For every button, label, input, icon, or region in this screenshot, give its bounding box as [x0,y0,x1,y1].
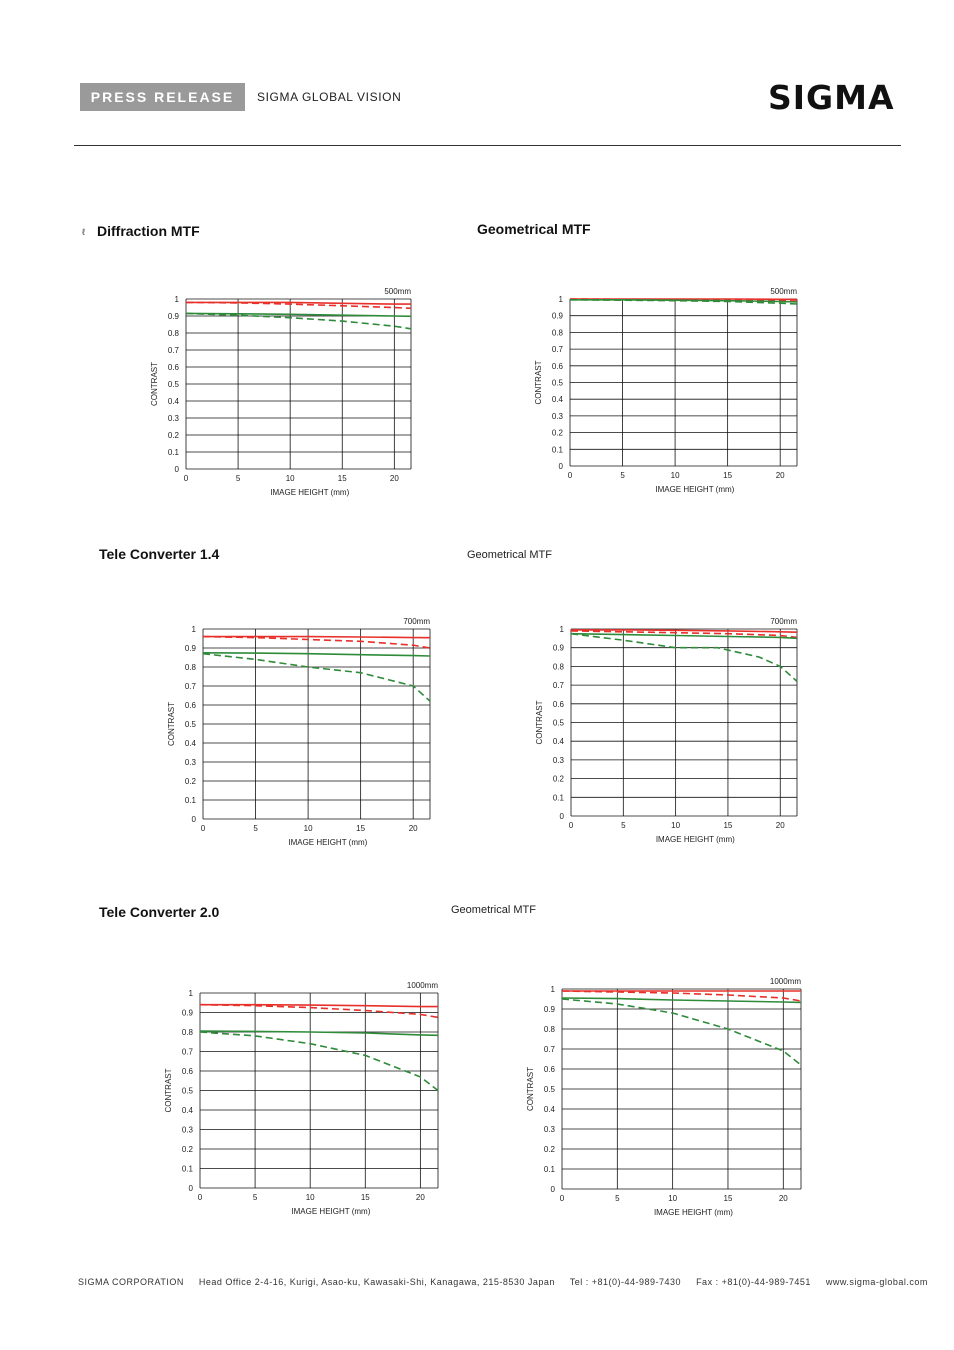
y-tick-label: 0.5 [181,1086,193,1096]
x-tick-label: 20 [389,474,399,483]
x-tick-label: 0 [567,471,573,480]
y-tick-label: 0.4 [543,1105,555,1114]
x-tick-label: 0 [568,821,574,830]
y-tick-label: 0.2 [181,1145,193,1154]
x-tick-label: 10 [305,1193,315,1202]
y-tick-label: 0.6 [184,701,196,710]
heading-geometrical-mtf: Geometrical MTF [477,221,591,237]
y-axis-label: CONTRAST [150,362,159,406]
press-release-badge: PRESS RELEASE [80,83,245,111]
x-tick-label: 0 [200,824,206,833]
y-tick-label: 0.7 [543,1045,555,1054]
subheading-geometrical-mtf-tc20: Geometrical MTF [451,904,536,916]
y-axis-label: CONTRAST [534,360,543,405]
y-tick-label: 0 [558,462,563,471]
y-tick-label: 0.2 [543,1145,555,1154]
focal-length-label: 700mm [770,617,797,626]
sigma-logo: SIGMA [768,78,895,117]
x-axis-label: IMAGE HEIGHT (mm) [270,488,350,497]
footer-fax: Fax : +81(0)-44-989-7451 [696,1277,811,1287]
x-tick-label: 5 [235,474,241,483]
y-tick-label: 0.5 [551,378,563,388]
y-tick-label: 0.3 [551,411,563,421]
x-tick-label: 5 [615,1194,620,1203]
x-tick-label: 20 [775,471,785,480]
x-tick-label: 0 [183,474,189,483]
y-tick-label: 0.8 [543,1025,555,1034]
y-tick-label: 0 [559,812,564,821]
focal-length-label: 700mm [403,617,430,626]
y-tick-label: 0.3 [184,758,196,767]
x-tick-label: 10 [303,824,313,833]
y-tick-label: 0.2 [552,774,564,784]
x-axis-label: IMAGE HEIGHT (mm) [655,485,735,494]
heading-tele-converter-2-0: Tele Converter 2.0 [99,904,220,920]
focal-length-label: 1000mm [769,977,801,986]
mtf-series-green-dashed [200,1032,438,1091]
x-tick-label: 5 [620,471,625,480]
y-tick-label: 0.3 [552,755,564,765]
y-tick-label: 0.7 [551,345,563,355]
subheading-geometrical-mtf-tc14: Geometrical MTF [467,549,552,561]
y-tick-label: 0.9 [543,1005,555,1014]
y-tick-label: 0.7 [181,1047,193,1057]
mtf-series-green-solid [203,653,430,656]
mtf-chart-svg [525,282,805,500]
y-tick-label: 0.9 [184,644,196,653]
focal-length-label: 500mm [770,287,797,296]
mtf-chart-geometrical-700mm [527,610,807,850]
x-axis-label: IMAGE HEIGHT (mm) [655,835,735,844]
y-tick-label: 0.3 [167,414,179,423]
y-tick-label: 1 [191,625,196,634]
y-tick-label: 0.6 [181,1067,193,1076]
y-tick-label: 0.7 [184,682,196,691]
mtf-chart-diffraction-500mm [140,280,420,505]
x-axis-label: IMAGE HEIGHT (mm) [291,1207,371,1216]
y-axis-label: CONTRAST [167,702,176,746]
x-tick-label: 5 [253,824,258,833]
x-tick-label: 5 [252,1193,258,1202]
y-tick-label: 1 [188,989,193,998]
y-axis-label: CONTRAST [535,700,544,745]
mtf-chart-diffraction-700mm [157,610,437,855]
y-tick-label: 0.5 [552,718,564,728]
x-tick-label: 15 [360,1193,370,1202]
y-tick-label: 0 [174,465,179,474]
y-axis-label: CONTRAST [526,1067,535,1111]
y-tick-label: 0.8 [167,329,179,338]
y-tick-label: 0.2 [167,431,179,440]
y-tick-label: 0.7 [552,681,564,691]
y-tick-label: 1 [550,985,555,994]
mtf-chart-geometrical-500mm [525,282,805,500]
y-tick-label: 0.9 [181,1008,193,1018]
x-tick-label: 10 [668,1194,678,1203]
footer-company: SIGMA CORPORATION [78,1277,184,1287]
y-tick-label: 1 [558,295,563,304]
y-tick-label: 0.9 [552,643,564,653]
y-tick-label: 0.4 [552,737,564,747]
mtf-chart-diffraction-1000mm [152,973,444,1228]
y-tick-label: 1 [174,295,179,304]
y-tick-label: 0.6 [551,361,563,371]
y-tick-label: 0.6 [543,1065,555,1074]
focal-length-label: 500mm [384,287,411,296]
x-tick-label: 20 [415,1193,425,1202]
y-tick-label: 0.4 [551,395,563,405]
y-tick-label: 0.3 [181,1125,193,1135]
footer-tel: Tel : +81(0)-44-989-7430 [569,1277,682,1287]
x-tick-label: 20 [775,821,785,830]
x-tick-label: 0 [559,1194,565,1203]
mtf-series-green-dashed [571,634,797,682]
x-tick-label: 15 [337,474,347,483]
y-tick-label: 0 [188,1184,193,1193]
y-tick-label: 0 [550,1185,555,1194]
x-tick-label: 10 [670,471,680,480]
y-tick-label: 0.9 [551,311,563,321]
y-axis-label: CONTRAST [164,1068,173,1113]
y-tick-label: 0.4 [181,1106,193,1115]
y-tick-label: 0.8 [184,663,196,672]
x-axis-label: IMAGE HEIGHT (mm) [288,838,368,847]
y-tick-label: 0.4 [184,739,196,748]
x-tick-label: 15 [723,1194,733,1203]
y-tick-label: 1 [559,625,564,634]
header-divider [74,145,901,146]
y-tick-label: 0.3 [543,1125,555,1134]
y-tick-label: 0.8 [552,662,564,672]
mtf-chart-svg [527,610,807,850]
mtf-chart-geometrical-1000mm [514,970,806,1230]
x-axis-label: IMAGE HEIGHT (mm) [653,1208,733,1217]
x-tick-label: 20 [408,824,418,833]
x-tick-label: 10 [285,474,295,483]
y-tick-label: 0.7 [167,346,179,355]
mtf-chart-svg [152,973,444,1228]
y-tick-label: 0.4 [167,397,179,406]
x-tick-label: 0 [197,1193,203,1202]
y-tick-label: 0.5 [543,1085,555,1094]
y-tick-label: 0.1 [167,448,179,457]
mtf-chart-svg [157,610,437,855]
y-tick-label: 0.2 [184,777,196,786]
x-tick-label: 10 [671,821,681,830]
footer [78,1277,928,1287]
y-tick-label: 0.1 [552,793,564,803]
mtf-series-green-dashed [203,654,430,702]
mtf-chart-svg [514,970,806,1230]
x-tick-label: 15 [723,821,733,830]
mtf-chart-svg [140,280,420,505]
y-tick-label: 0.8 [181,1028,193,1037]
heading-diffraction-mtf: Diffraction MTF [97,223,200,239]
y-tick-label: 0.1 [184,796,196,805]
x-tick-label: 15 [723,471,733,480]
y-tick-label: 0.9 [167,312,179,321]
y-tick-label: 0.6 [552,699,564,709]
x-tick-label: 5 [621,821,626,830]
y-tick-label: 0.1 [543,1165,555,1174]
focal-length-label: 1000mm [406,981,438,990]
y-tick-label: 0.6 [167,363,179,372]
x-tick-label: 15 [356,824,366,833]
y-tick-label: 0.2 [551,428,563,438]
footer-address: Head Office 2-4-16, Kurigi, Asao-ku, Kawasaki-Shi, Kanagawa, 215-8530 Japan [198,1277,555,1287]
heading-tele-converter-1-4: Tele Converter 1.4 [99,546,220,562]
x-tick-label: 20 [778,1194,788,1203]
y-tick-label: 0.1 [551,445,563,455]
y-tick-label: 0.5 [184,720,196,729]
y-tick-label: 0 [191,815,196,824]
mtf-series-red-dashed [203,637,430,648]
y-tick-label: 0.8 [551,328,563,338]
tagline: SIGMA GLOBAL VISION [257,90,402,104]
margin-mark: ℓ [82,227,85,237]
y-tick-label: 0.5 [167,380,179,389]
y-tick-label: 0.1 [181,1164,193,1174]
footer-web[interactable]: www.sigma-global.com [825,1277,928,1287]
